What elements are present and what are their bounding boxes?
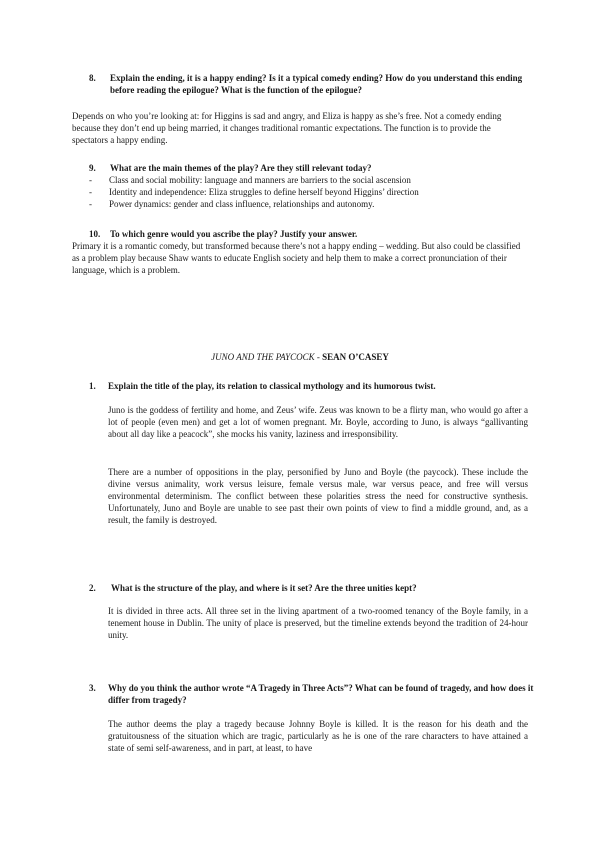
list-item-text: Class and social mobility: language and manners are barriers to the social ascension	[109, 175, 411, 185]
question-text: Why do you think the author wrote “A Tragedy in Three Acts”? What can be found of tragedy, and how does it differ from tragedy?	[108, 683, 534, 705]
question-text: What is the structure of the play, and where is it set? Are the three unities kept?	[111, 583, 417, 593]
question-text: Explain the title of the play, its relation to classical mythology and its humorous twist.	[108, 381, 436, 391]
juno-answer-2: It is divided in three acts. All three set in the living apartment of a two-roomed tenancy of the Boyle family, in a tenement house in Dublin. The unity of place is preserved, but the timeline extends beyond the tradition of 24-hour unity.	[108, 606, 528, 640]
bullet-dash: -	[89, 187, 92, 197]
question-10	[89, 228, 540, 240]
juno-question-2	[89, 582, 551, 594]
author-name: SEAN O’CASEY	[322, 352, 389, 362]
themes-list	[89, 174, 529, 210]
juno-question-1	[89, 380, 548, 392]
question-number: 3.	[89, 683, 96, 693]
question-8	[89, 72, 530, 96]
question-9	[89, 162, 540, 174]
list-item	[89, 186, 529, 198]
work-title: JUNO AND THE PAYCOCK	[211, 352, 315, 362]
list-item	[89, 174, 529, 186]
bullet-dash: -	[89, 175, 92, 185]
list-item-text: Identity and independence: Eliza struggles to define herself beyond Higgins’ direction	[109, 187, 419, 197]
bullet-dash: -	[89, 199, 92, 209]
answer-10: Primary it is a romantic comedy, but transformed because there’s not a happy ending – wedding. But also could be classified as a problem play because Shaw wants to educate English society and help them to make a correct pronunciation of their language, which is a problem.	[72, 241, 521, 275]
question-number: 2.	[89, 583, 96, 593]
answer-8: Depends on who you’re looking at: for Higgins is sad and angry, and Eliza is happy as she’s free. Not a comedy ending because they don’t end up being married, it changes traditional romantic expectations. The function is to provide the spectators a happy ending.	[72, 111, 502, 145]
title-separator: -	[314, 352, 323, 362]
juno-answer-1-para-2: There are a number of oppositions in the play, personified by Juno and Boyle (the paycock). These include the divine versus animality, work versus leisure, female versus male, war versus peace, and free will versus environmental determinism. The conflict between these polarities stress the need for constructive synthesis. Unfortunately, Juno and Boyle are unable to see past their own points of view to find a middle ground, and, as a result, the family is destroyed.	[108, 467, 528, 525]
juno-answer-3: The author deems the play a tragedy because Johnny Boyle is killed. It is the reason for his death and the gratuitousness of the situation which are tragic, particularly as he is one of the rare characters to have attained a state of semi self-awareness, and in part, at least, to have	[108, 719, 528, 753]
question-number: 8.	[89, 73, 96, 83]
question-text: To which genre would you ascribe the play? Justify your answer.	[110, 229, 358, 239]
question-text: Explain the ending, it is a happy ending? Is it a typical comedy ending? How do you understand this ending before reading the epilogue? What is the function of the epilogue?	[110, 73, 523, 95]
question-number: 10.	[89, 229, 101, 239]
question-number: 9.	[89, 163, 96, 173]
juno-question-3	[89, 682, 548, 706]
juno-answer-1-para-1: Juno is the goddess of fertility and home, and Zeus’ wife. Zeus was known to be a flirty man, who would go after a lot of people (even men) and get a lot of women pregnant. Mr. Boyle, according to Juno, is always “gallivanting about all day like a peacock”, she mocks his vanity, laziness and irresponsibility.	[108, 405, 528, 439]
list-item	[89, 198, 529, 210]
section-title	[72, 351, 528, 363]
list-item-text: Power dynamics: gender and class influence, relationships and autonomy.	[109, 199, 375, 209]
question-text: What are the main themes of the play? Are they still relevant today?	[110, 163, 372, 173]
question-number: 1.	[89, 381, 96, 391]
